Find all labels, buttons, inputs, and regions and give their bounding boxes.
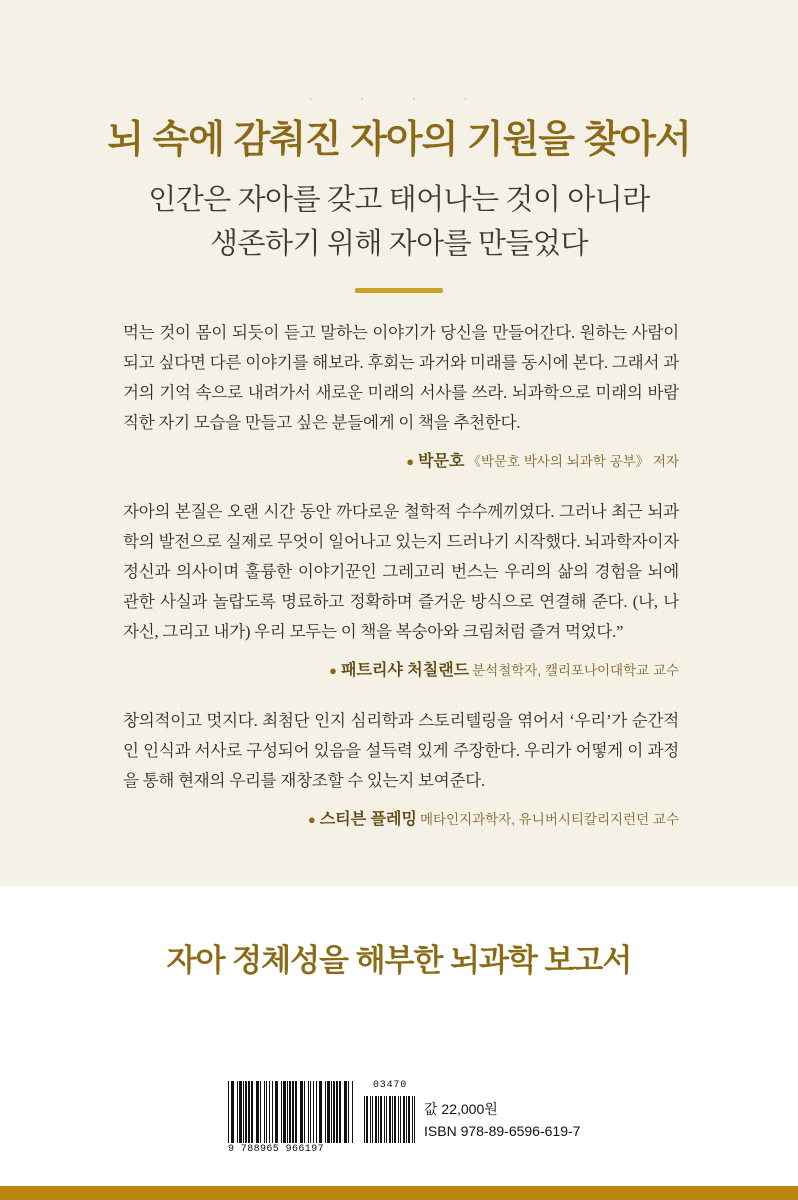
price-text: 값 22,000원 bbox=[424, 1101, 498, 1117]
addon-barcode bbox=[364, 1096, 416, 1143]
subtitle-line-1: 인간은 자아를 갖고 태어나는 것이 아니라 bbox=[148, 184, 650, 216]
subtitle-line-2: 생존하기 위해 자아를 만들었다 bbox=[210, 228, 588, 260]
blurb-item bbox=[123, 318, 679, 471]
bullet-icon: ● bbox=[406, 454, 415, 469]
ean13-barcode bbox=[228, 1081, 354, 1143]
barcode-area bbox=[228, 1078, 648, 1168]
blurb-item bbox=[123, 497, 679, 680]
page-title: 뇌 속에 감춰진 자아의 기원을 찾아서 bbox=[107, 119, 691, 161]
blurb-text: 자아의 본질은 오랜 시간 동안 까다로운 철학적 수수께끼였다. 그러나 최근 뇌과학의 발전으로 실제로 무엇이 일어나고 있는지 드러나기 시작했다. 뇌과학자이자 정신과 의사이며 훌륭한 이야기꾼인 그레고리 번스는 우리의 삶의 경험을 뇌에 관한 사실과 놀랍도록 명료하고 정확하며 즐거운 방식으로 연결해 준다. (나, 나 자신, 그리고 내가) 우리 모두는 이 책을 복숭아와 크림처럼 즐겨 먹었다.” bbox=[123, 502, 679, 641]
ean13-number: 9 788965 966197 bbox=[228, 1144, 325, 1155]
blurb-role: 《박문호 박사의 뇌과학 공부》 저자 bbox=[467, 454, 679, 469]
blurb-text: 먹는 것이 몸이 되듯이 듣고 말하는 이야기가 당신을 만들어간다. 원하는 사람이 되고 싶다면 다른 이야기를 해보라. 후회는 과거와 미래를 동시에 본다. 그래서 과거의 기억 속으로 내려가서 새로운 미래의 서사를 쓰라. 뇌과학으로 미래의 바람직한 자기 모습을 만들고 싶은 분들에게 이 책을 추천한다. bbox=[123, 323, 679, 432]
blurb-author: 패트리샤 처칠랜드 bbox=[341, 662, 470, 679]
bullet-icon: ● bbox=[329, 663, 338, 678]
tagline: 자아 정체성을 해부한 뇌과학 보고서 bbox=[166, 943, 632, 978]
blurb-attribution bbox=[123, 806, 679, 829]
blurb-role: 분석철학자, 캘리포나이대학교 교수 bbox=[472, 663, 679, 678]
dot-ornament: · · · · bbox=[308, 91, 490, 106]
bottom-accent-strip bbox=[0, 1186, 798, 1200]
mid-panel bbox=[0, 886, 798, 1086]
subtitle bbox=[0, 178, 798, 266]
addon-number: 03470 bbox=[372, 1080, 407, 1091]
price-isbn-block bbox=[424, 1098, 580, 1142]
blurb-attribution bbox=[123, 448, 679, 471]
divider-rule bbox=[355, 288, 443, 293]
blurb-attribution bbox=[123, 657, 679, 680]
blurb-list bbox=[123, 318, 679, 855]
blurb-author: 스티븐 플레밍 bbox=[319, 811, 417, 828]
blurb-author: 박문호 bbox=[418, 453, 465, 470]
isbn-text: ISBN 978-89-6596-619-7 bbox=[424, 1123, 581, 1139]
blurb-role: 메타인지과학자, 유니버시티칼리지런던 교수 bbox=[419, 812, 679, 827]
bullet-icon: ● bbox=[307, 812, 316, 827]
blurb-text: 창의적이고 멋지다. 최첨단 인지 심리학과 스토리텔링을 엮어서 ‘우리’가 순간적인 인식과 서사로 구성되어 있음을 설득력 있게 주장한다. 우리가 어떻게 이 과정을 통해 현재의 우리를 재창조할 수 있는지 보여준다. bbox=[123, 711, 679, 790]
blurb-item bbox=[123, 706, 679, 829]
